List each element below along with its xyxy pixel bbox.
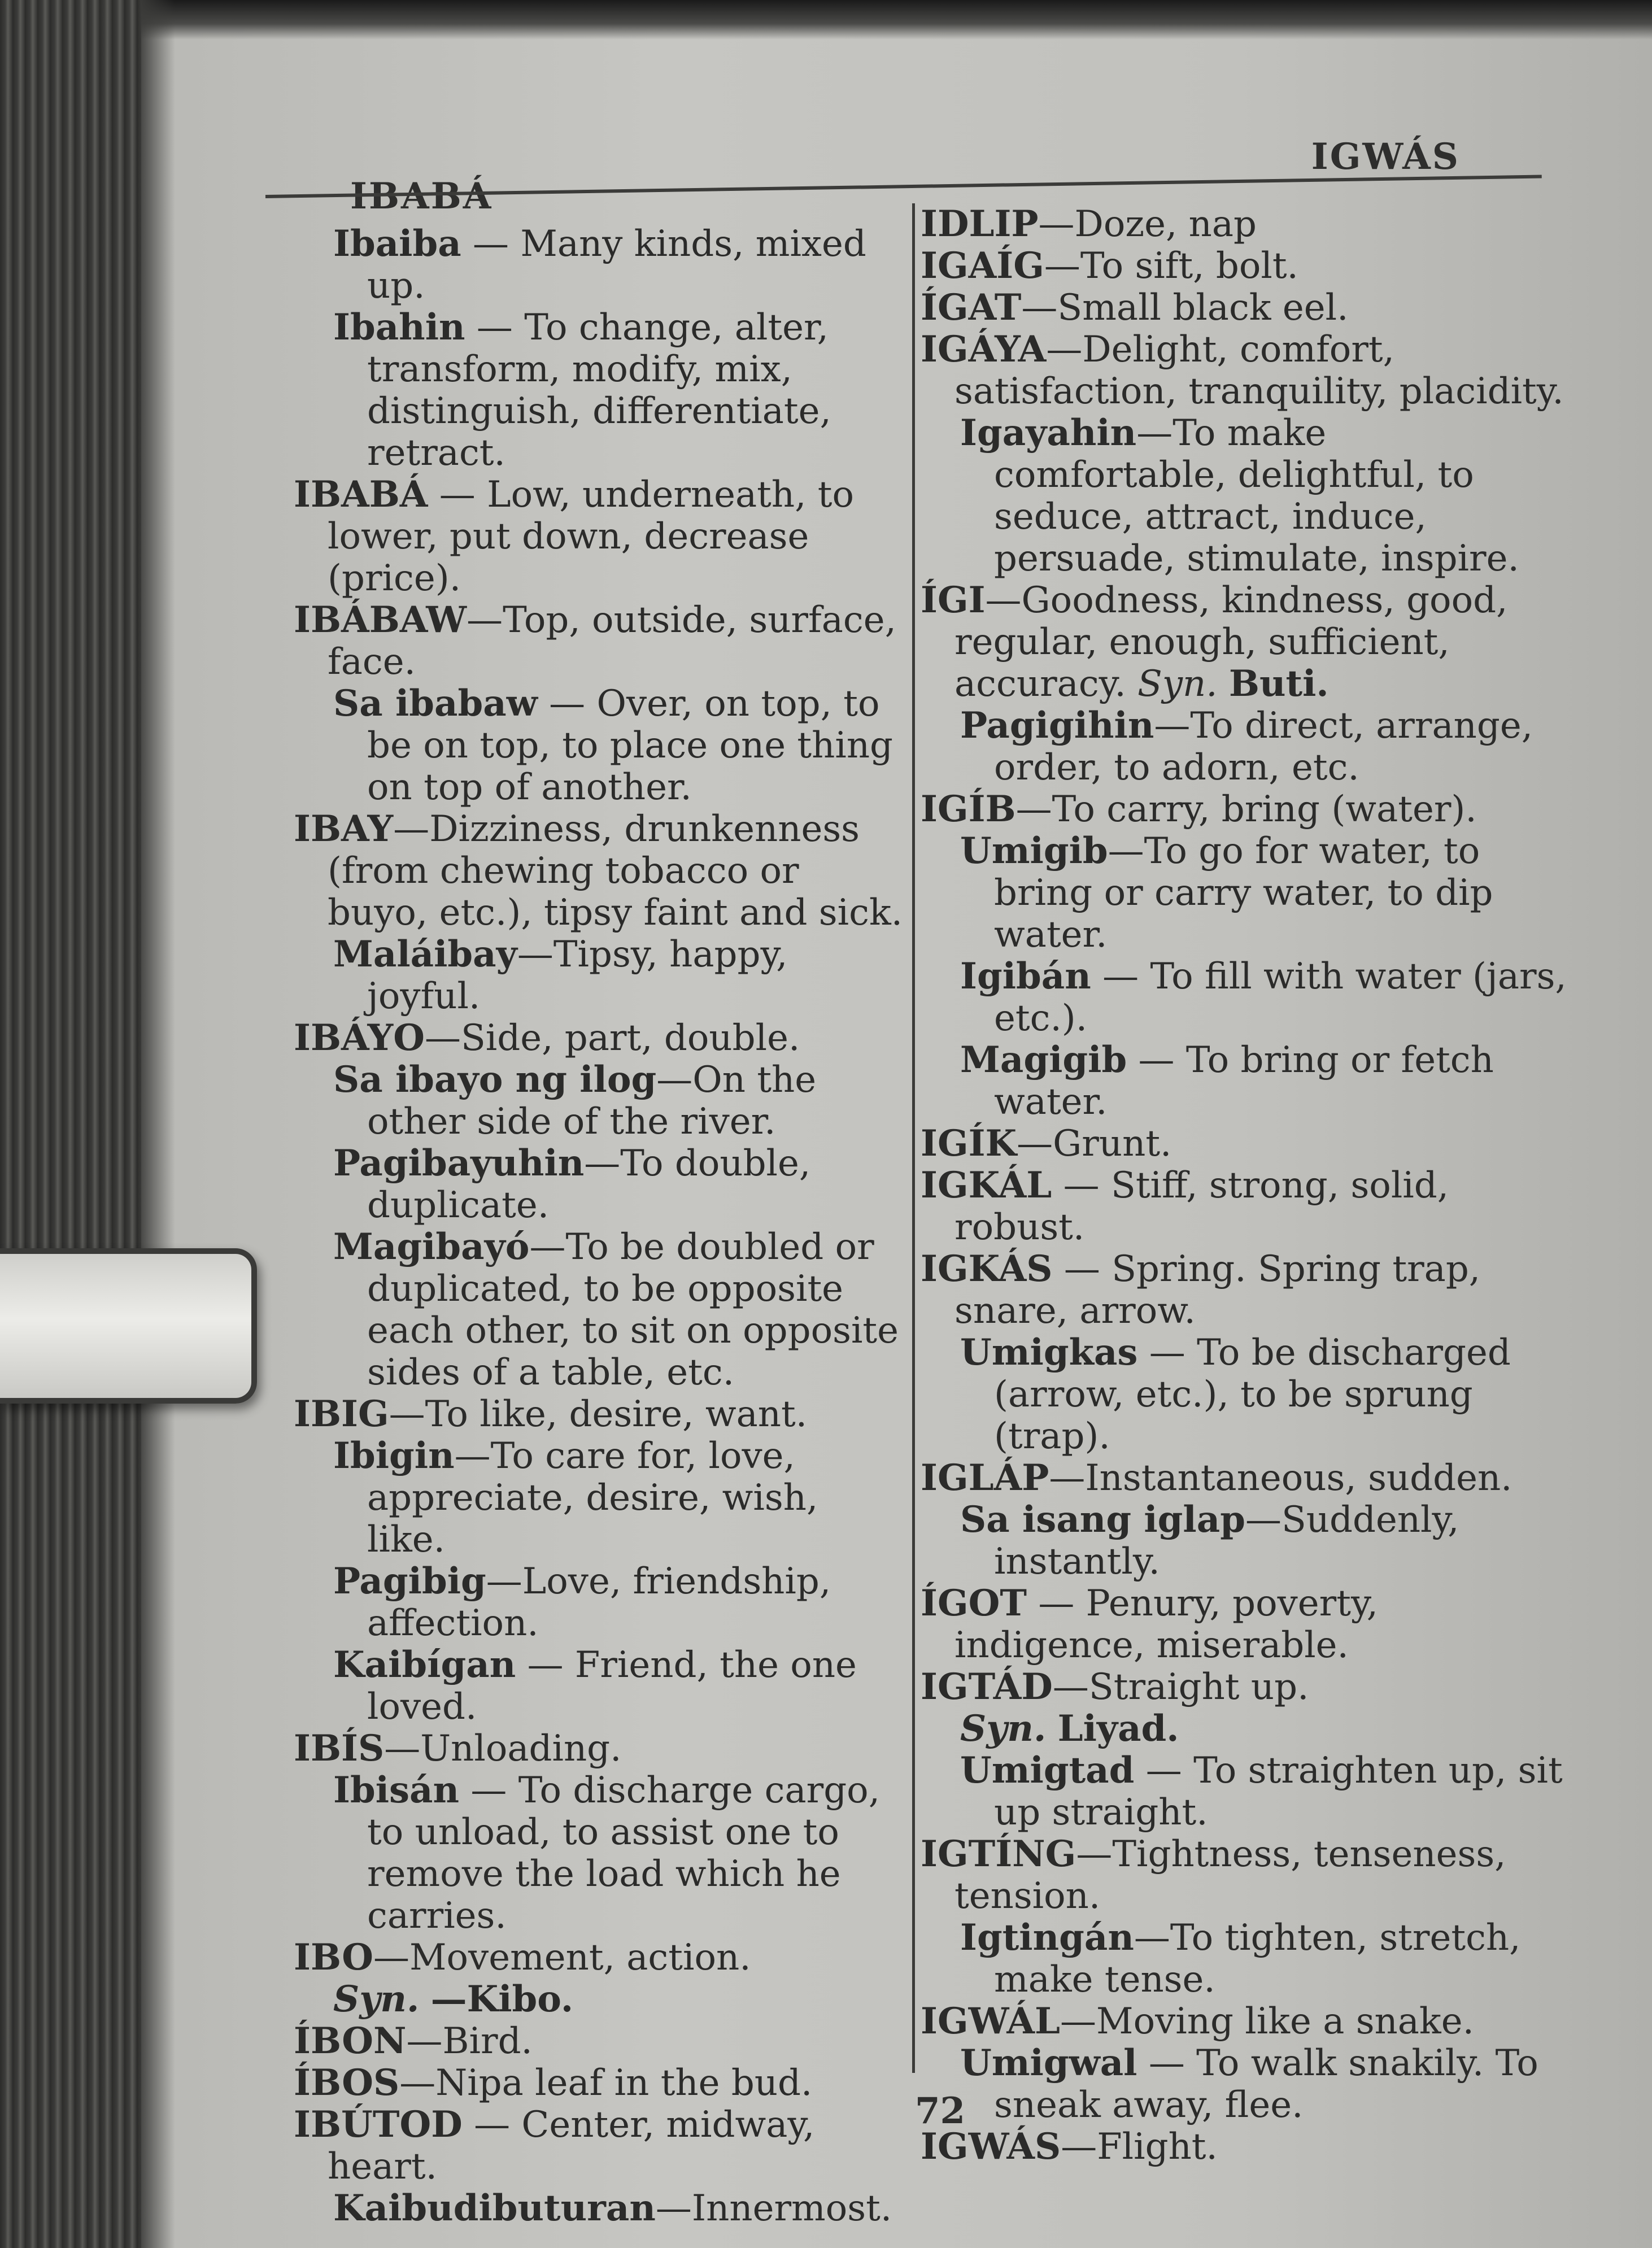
entry-separator: — — [1060, 2001, 1097, 2042]
entry-headword: ÍGI — [921, 579, 986, 621]
entry-definition: Bird. — [442, 2020, 533, 2062]
entry-headword: Umigib — [960, 830, 1108, 872]
entry-headword: IBO — [294, 1936, 373, 1979]
entry-separator: — — [459, 1770, 518, 1811]
dictionary-entry — [921, 329, 1570, 412]
left-guide-word: IBABÁ — [350, 175, 493, 217]
entry-headword: Ibahin — [333, 306, 465, 348]
entry-headword: Ibigin — [333, 1435, 455, 1477]
entry-headword: Igtingán — [960, 1916, 1134, 1959]
entry-separator: — — [516, 1644, 575, 1686]
dictionary-entry — [294, 1435, 906, 1561]
entry-headword: Sa isang iglap — [960, 1498, 1245, 1541]
dictionary-entry — [921, 1499, 1570, 1583]
entry-headword: Sa ibabaw — [333, 682, 538, 725]
dictionary-entry — [294, 307, 906, 474]
right-column — [921, 203, 1570, 2168]
entry-definition: Center, midway, heart. — [328, 2104, 815, 2188]
entry-headword: IBIG — [294, 1393, 389, 1435]
entry-definition: Stiff, strong, solid, robust. — [954, 1165, 1449, 1248]
entry-headword: IGÍK — [921, 1122, 1017, 1165]
entry-definition: To be discharged (arrow, etc.), to be sprung (trap). — [994, 1332, 1511, 1457]
entry-separator: — — [1061, 2126, 1097, 2168]
entry-separator: — — [1049, 1457, 1086, 1499]
entry-separator: — — [1137, 2042, 1197, 2084]
dictionary-entry — [294, 1979, 906, 2020]
entry-headword: IBÁYO — [294, 1017, 425, 1059]
entry-headword: Ibisán — [333, 1769, 460, 1811]
dictionary-entry — [921, 1332, 1570, 1457]
entry-definition: Small black eel. — [1057, 287, 1349, 329]
entry-separator: — — [1091, 956, 1150, 997]
entry-headword: Igibán — [960, 955, 1091, 997]
entry-headword: ÍGOT — [921, 1582, 1027, 1624]
dictionary-entry — [294, 1059, 906, 1143]
entry-separator: — — [1245, 1499, 1282, 1541]
entry-separator: — — [1076, 1833, 1113, 1875]
entry-separator: — — [517, 934, 553, 975]
entry-headword: IBÁBAW — [294, 599, 467, 641]
entry-separator: — — [1017, 1123, 1053, 1165]
entry-headword: ÍBON — [294, 2020, 407, 2062]
entry-definition: On the other side of the river. — [367, 1059, 817, 1143]
entry-definition: Friend, the one loved. — [367, 1644, 857, 1728]
entry-headword: IBAY — [294, 808, 394, 850]
synonym-label: Syn. — [1137, 663, 1218, 705]
bookmark-tab[interactable] — [0, 1248, 257, 1404]
entry-separator: — — [1026, 1583, 1086, 1624]
entry-headword: IBÚTOD — [294, 2103, 463, 2146]
entry-headword: Umigwal — [960, 2042, 1137, 2084]
entry-definition: To be doubled or duplicated, to be opposite each other, to sit on opposite sides of a table, etc. — [367, 1226, 899, 1393]
entry-headword: IGÍB — [921, 788, 1016, 830]
dictionary-entry — [921, 1833, 1570, 1917]
entry-definition: To walk snakily. To sneak away, flee. — [994, 2042, 1538, 2126]
dictionary-entry — [294, 1017, 906, 1059]
dictionary-entry — [294, 808, 906, 934]
entry-definition: Flight. — [1097, 2126, 1218, 2168]
dictionary-entry — [921, 245, 1570, 287]
entry-separator: — — [406, 2020, 443, 2062]
entry-definition: Goodness, kindness, good, regular, enough, sufficient, accuracy. — [954, 580, 1508, 705]
entry-headword: Umigtad — [960, 1749, 1135, 1792]
entry-definition: Tightness, tenseness, tension. — [954, 1833, 1506, 1917]
entry-headword: IGTÁD — [921, 1666, 1053, 1708]
entry-headword: IGTÍNG — [921, 1833, 1076, 1875]
entry-definition: Spring. Spring trap, snare, arrow. — [954, 1248, 1481, 1332]
entry-headword: ÍBOS — [294, 2062, 400, 2104]
entry-definition: Doze, nap — [1074, 203, 1257, 245]
entry-definition: Low, underneath, to lower, put down, decrease (price). — [328, 474, 855, 599]
entry-headword: Pagibayuhin — [333, 1142, 585, 1184]
entry-headword: Magigib — [960, 1039, 1127, 1081]
right-guide-word: IGWÁS — [1311, 136, 1460, 178]
entry-separator: — — [1108, 830, 1144, 872]
entry-separator: — — [656, 1059, 693, 1101]
dictionary-entry — [294, 1226, 906, 1393]
dictionary-entry — [921, 1165, 1570, 1248]
entry-headword: Igayahin — [960, 412, 1137, 454]
entry-separator: — — [461, 223, 521, 265]
entry-definition: To tighten, stretch, make tense. — [994, 1917, 1521, 2001]
entry-definition: Suddenly, instantly. — [994, 1499, 1459, 1583]
dictionary-entry — [921, 1917, 1570, 2001]
dictionary-entry — [294, 474, 906, 599]
entry-separator: — — [655, 2188, 692, 2229]
synonym-value: —Kibo. — [430, 1978, 574, 2020]
entry-headword: IBÍS — [294, 1727, 385, 1770]
entry-definition: Many kinds, mixed up. — [367, 223, 866, 307]
entry-separator: — — [428, 474, 487, 516]
entry-headword: Kaibígan — [333, 1644, 516, 1686]
entry-separator: — — [1134, 1917, 1170, 1959]
entry-separator: — — [1044, 245, 1080, 287]
top-shadow — [0, 0, 1652, 40]
dictionary-entry — [921, 1457, 1570, 1499]
dictionary-entry — [294, 1770, 906, 1937]
entry-separator: — — [985, 580, 1022, 621]
entry-headword: Magibayó — [333, 1226, 530, 1268]
dictionary-entry — [294, 2188, 906, 2229]
dictionary-entry — [294, 1393, 906, 1435]
entry-separator: — — [454, 1435, 491, 1477]
entry-headword: ÍGAT — [921, 286, 1022, 329]
dictionary-entry — [921, 203, 1570, 245]
synonym-value: Buti. — [1228, 663, 1329, 705]
dictionary-entry — [294, 1561, 906, 1644]
dictionary-entry — [294, 2062, 906, 2104]
entry-definition: To make comfortable, delightful, to seduce, attract, induce, persuade, stimulate, inspire. — [994, 412, 1519, 580]
entry-headword: IDLIP — [921, 203, 1039, 245]
entry-separator: — — [1052, 1165, 1111, 1206]
entry-definition: Straight up. — [1088, 1666, 1309, 1708]
dictionary-entry — [294, 1644, 906, 1728]
entry-separator: — — [1137, 1332, 1197, 1374]
dictionary-entry — [294, 1728, 906, 1770]
entry-separator: — — [529, 1226, 566, 1268]
dictionary-entry — [921, 705, 1570, 788]
entry-separator: — — [1046, 329, 1083, 371]
entry-definition: To care for, love, appreciate, desire, wish, like. — [367, 1435, 818, 1561]
entry-definition: To sift, bolt. — [1080, 245, 1298, 287]
entry-separator: — — [467, 599, 503, 641]
dictionary-entry — [921, 2001, 1570, 2042]
dictionary-entry — [294, 599, 906, 683]
entry-headword: IGWÁL — [921, 2000, 1061, 2042]
entry-separator: — — [1134, 1750, 1194, 1792]
column-divider — [912, 203, 915, 2073]
entry-definition: To fill with water (jars, etc.). — [994, 956, 1567, 1039]
dictionary-entry — [921, 1248, 1570, 1332]
dictionary-entry — [921, 412, 1570, 580]
entry-definition: To double, duplicate. — [367, 1143, 811, 1226]
dictionary-entry — [921, 1750, 1570, 1833]
dictionary-entry — [921, 788, 1570, 830]
entry-definition: Grunt. — [1053, 1123, 1172, 1165]
entry-definition: Movement, action. — [409, 1937, 751, 1979]
dictionary-entry — [294, 2020, 906, 2062]
entry-definition: To straighten up, sit up straight. — [994, 1750, 1563, 1833]
dictionary-entry — [921, 1123, 1570, 1165]
entry-headword: Kaibudibuturan — [333, 2187, 656, 2229]
entry-headword: IGLÁP — [921, 1457, 1049, 1499]
entry-definition: To change, alter, transform, modify, mix, distinguish, differentiate, retract. — [367, 307, 831, 474]
entry-definition: To bring or fetch water. — [994, 1039, 1494, 1123]
page-number: 72 — [915, 2090, 966, 2132]
entry-separator: — — [1021, 287, 1058, 329]
entry-definition: Love, friendship, affection. — [367, 1561, 831, 1644]
entry-headword: Pagigihin — [960, 704, 1154, 747]
entry-headword: IGÁYA — [921, 328, 1047, 371]
entry-definition: Delight, comfort, satisfaction, tranquility, placidity. — [954, 329, 1564, 412]
dictionary-entry — [921, 287, 1570, 329]
dictionary-entry — [294, 1143, 906, 1226]
entry-definition: Dizziness, drunkenness (from chewing tobacco or buyo, etc.), tipsy faint and sick. — [328, 808, 903, 934]
synonym-value: Liyad. — [1057, 1707, 1179, 1750]
entry-separator: — — [399, 2062, 436, 2104]
entry-definition: Penury, poverty, indigence, miserable. — [954, 1583, 1378, 1666]
entry-definition: Over, on top, to be on top, to place one thing on top of another. — [367, 683, 893, 808]
dictionary-entry — [921, 1583, 1570, 1666]
dictionary-entry — [921, 580, 1570, 705]
entry-definition: Instantaneous, sudden. — [1085, 1457, 1512, 1499]
entry-definition: To like, desire, want. — [425, 1393, 808, 1435]
entry-separator: — — [1052, 1248, 1112, 1290]
entry-headword: IBABÁ — [294, 473, 428, 516]
entry-separator: — — [584, 1143, 621, 1184]
book-spine — [0, 0, 141, 2248]
entry-headword: Maláibay — [333, 933, 517, 975]
entry-separator: — — [1127, 1039, 1186, 1081]
entry-definition: Side, part, double. — [460, 1017, 800, 1059]
entry-headword: IGWÁS — [921, 2125, 1061, 2168]
entry-separator: — — [389, 1393, 425, 1435]
entry-definition: Top, outside, surface, face. — [328, 599, 896, 683]
entry-separator: — — [462, 2104, 522, 2146]
dictionary-entry — [921, 830, 1570, 956]
entry-definition: Unloading. — [420, 1728, 622, 1770]
entry-separator: — — [393, 808, 430, 850]
entry-separator: — — [1015, 788, 1052, 830]
entry-headword: Sa ibayo ng ilog — [333, 1058, 657, 1101]
entry-separator: — — [373, 1937, 409, 1979]
dictionary-entry — [921, 2042, 1570, 2126]
entry-separator: — — [1154, 705, 1191, 747]
dictionary-entry — [921, 1708, 1570, 1750]
entry-headword: IGAÍG — [921, 245, 1044, 287]
dictionary-entry — [921, 1039, 1570, 1123]
entry-separator: — — [384, 1728, 421, 1770]
entry-definition: To discharge cargo, to unload, to assist one to remove the load which he carries. — [367, 1770, 881, 1937]
dictionary-entry — [921, 1666, 1570, 1708]
entry-headword: IGKÁL — [921, 1164, 1052, 1206]
entry-headword: Pagibig — [333, 1560, 486, 1602]
dictionary-entry — [294, 2104, 906, 2188]
entry-separator: — — [1038, 203, 1075, 245]
entry-separator: — — [1052, 1666, 1089, 1708]
entry-headword: IGKÁS — [921, 1248, 1053, 1290]
entry-definition: Tipsy, happy, joyful. — [367, 934, 788, 1017]
entry-definition: To carry, bring (water). — [1052, 788, 1477, 830]
dictionary-entry — [921, 956, 1570, 1039]
dictionary-entry — [294, 934, 906, 1017]
entry-definition: Innermost. — [691, 2188, 892, 2229]
synonym-label: Syn. — [333, 1978, 420, 2020]
entry-separator: — — [424, 1017, 461, 1059]
entry-separator: — — [1136, 412, 1173, 454]
entry-headword: Umigkas — [960, 1331, 1138, 1374]
left-column — [294, 223, 906, 2229]
dictionary-entry — [294, 1937, 906, 1979]
entry-definition: Nipa leaf in the bud. — [435, 2062, 813, 2104]
entry-definition: To go for water, to bring or carry water, to dip water. — [994, 830, 1493, 956]
entry-separator: — — [465, 307, 525, 348]
spine-shadow — [141, 0, 175, 2248]
dictionary-entry — [294, 223, 906, 307]
entry-headword: Ibaiba — [333, 223, 461, 265]
dictionary-entry — [921, 2126, 1570, 2168]
entry-definition: To direct, arrange, order, to adorn, etc. — [994, 705, 1533, 788]
synonym-label: Syn. — [960, 1707, 1047, 1750]
entry-separator: — — [486, 1561, 522, 1602]
entry-definition: Moving like a snake. — [1096, 2001, 1474, 2042]
dictionary-entry — [294, 683, 906, 808]
entry-separator: — — [537, 683, 597, 725]
